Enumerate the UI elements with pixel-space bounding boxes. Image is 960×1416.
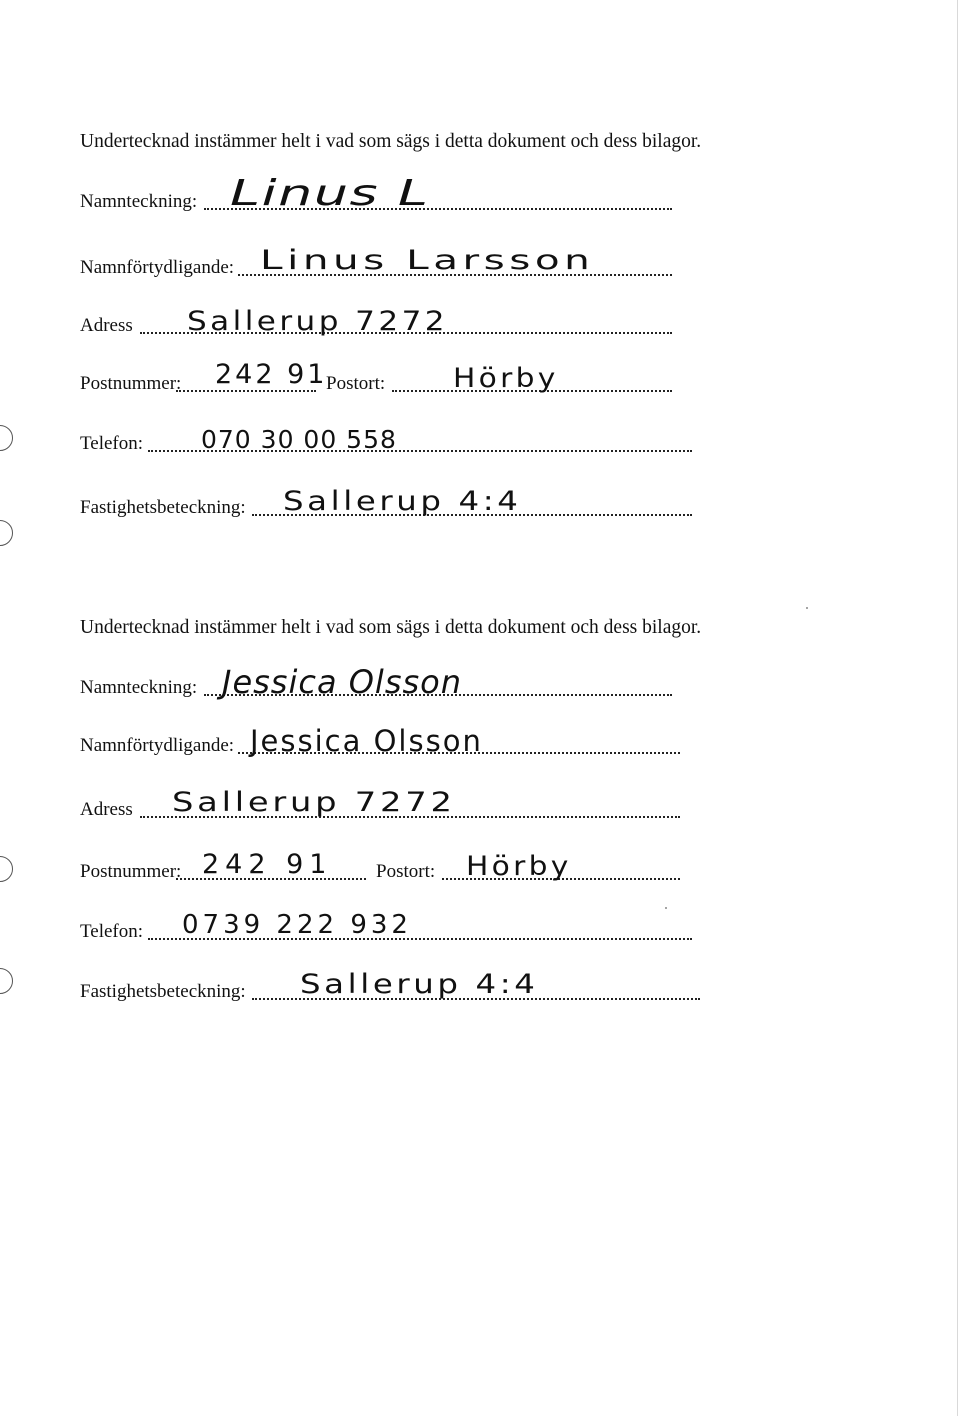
handwritten-address: Sallerup 7272 bbox=[172, 787, 456, 818]
name-row bbox=[80, 245, 680, 280]
dotted-line bbox=[176, 390, 316, 392]
signature-row bbox=[80, 173, 680, 214]
phone-row bbox=[80, 425, 700, 456]
city-label: Postort: bbox=[376, 861, 436, 882]
handwritten-signature: Jessica Olsson bbox=[222, 663, 463, 701]
name-label: Namnförtydligande: bbox=[80, 735, 235, 756]
declaration-text: Undertecknad instämmer helt i vad som sägs i detta dokument och dess bilagor. bbox=[80, 131, 702, 152]
handwritten-phone: 0739 222 932 bbox=[182, 910, 412, 940]
postal-row bbox=[80, 359, 680, 396]
phone-row bbox=[80, 910, 700, 944]
handwritten-property: Sallerup 4:4 bbox=[283, 486, 522, 517]
page-edge bbox=[957, 0, 958, 1416]
handwritten-address: Sallerup 7272 bbox=[187, 306, 448, 337]
phone-label: Telefon: bbox=[80, 921, 144, 942]
postal-row bbox=[80, 849, 680, 884]
name-label: Namnförtydligande: bbox=[80, 257, 235, 278]
handwritten-postal-code: 242 91 bbox=[215, 359, 328, 390]
signature-label: Namnteckning: bbox=[80, 677, 198, 698]
handwritten-name: Jessica Olsson bbox=[250, 724, 483, 758]
property-label: Fastighetsbeteckning: bbox=[80, 981, 246, 1002]
declaration-text: Undertecknad instämmer helt i vad som sägs i detta dokument och dess bilagor. bbox=[80, 617, 702, 638]
scan-speck bbox=[665, 907, 667, 909]
scan-speck bbox=[806, 607, 808, 609]
address-row bbox=[80, 787, 680, 822]
handwritten-property: Sallerup 4:4 bbox=[300, 969, 539, 1000]
phone-label: Telefon: bbox=[80, 433, 144, 454]
punch-hole bbox=[0, 968, 13, 994]
property-label: Fastighetsbeteckning: bbox=[80, 497, 246, 518]
handwritten-city: Hörby bbox=[466, 851, 572, 882]
property-row bbox=[80, 486, 700, 520]
name-row bbox=[80, 724, 680, 758]
punch-hole bbox=[0, 520, 13, 546]
punch-hole bbox=[0, 425, 13, 451]
postal-code-label: Postnummer: bbox=[80, 373, 182, 394]
city-label: Postort: bbox=[326, 373, 386, 394]
address-label: Adress bbox=[80, 799, 133, 820]
handwritten-name: Linus Larsson bbox=[260, 245, 595, 276]
address-label: Adress bbox=[80, 315, 133, 336]
signature-row bbox=[80, 663, 672, 701]
handwritten-phone: 070 30 00 558 bbox=[201, 425, 397, 454]
postal-code-label: Postnummer: bbox=[80, 861, 182, 882]
signature-label: Namnteckning: bbox=[80, 191, 198, 212]
handwritten-signature: Linus L bbox=[230, 173, 430, 214]
handwritten-city: Hörby bbox=[453, 363, 559, 394]
property-row bbox=[80, 969, 700, 1004]
handwritten-postal-code: 242 91 bbox=[202, 849, 333, 880]
address-row bbox=[80, 306, 680, 338]
punch-hole bbox=[0, 856, 13, 882]
